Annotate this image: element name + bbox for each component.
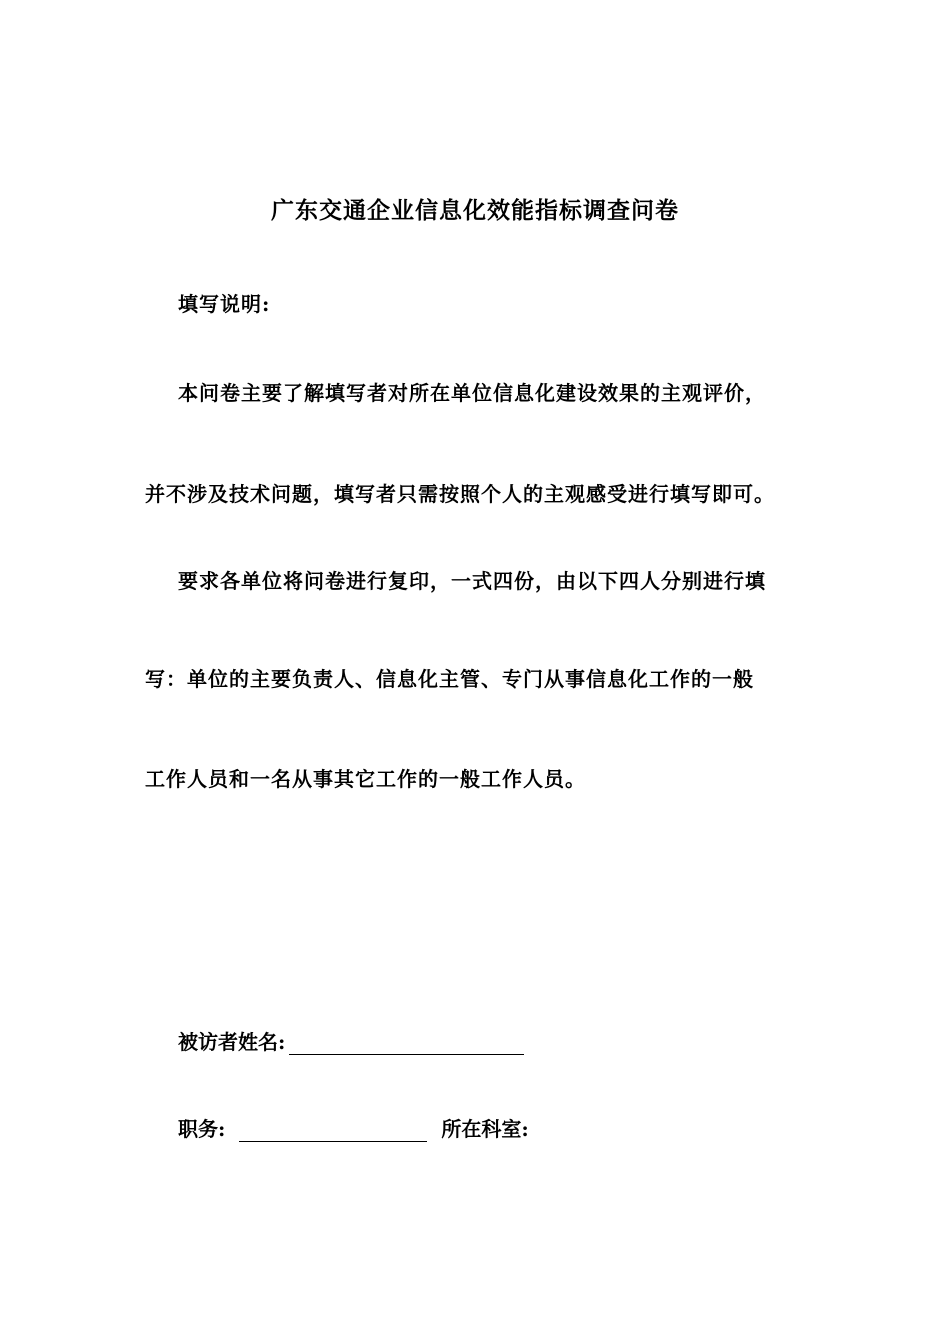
paragraph2-line1: 要求各单位将问卷进行复印，一式四份，由以下四人分别进行填 (178, 569, 766, 593)
name-field-row (178, 1026, 524, 1055)
paragraph2-line2: 写：单位的主要负责人、信息化主管、专门从事信息化工作的一般 (145, 667, 754, 691)
paragraph1-line1: 本问卷主要了解填写者对所在单位信息化建设效果的主观评价， (178, 381, 766, 405)
name-label: 被访者姓名: (178, 1030, 286, 1054)
instructions-heading: 填写说明: (178, 292, 271, 316)
paragraph2-line3: 工作人员和一名从事其它工作的一般工作人员。 (145, 767, 586, 791)
department-label: 所在科室: (441, 1117, 529, 1141)
name-blank-line[interactable] (289, 1032, 524, 1055)
page-title: 广东交通企业信息化效能指标调查问卷 (271, 197, 679, 224)
paragraph1-line2: 并不涉及技术问题，填写者只需按照个人的主观感受进行填写即可。 (145, 482, 775, 506)
position-blank-line[interactable] (239, 1119, 427, 1142)
position-field-row (178, 1113, 529, 1142)
position-label: 职务: (178, 1117, 226, 1141)
